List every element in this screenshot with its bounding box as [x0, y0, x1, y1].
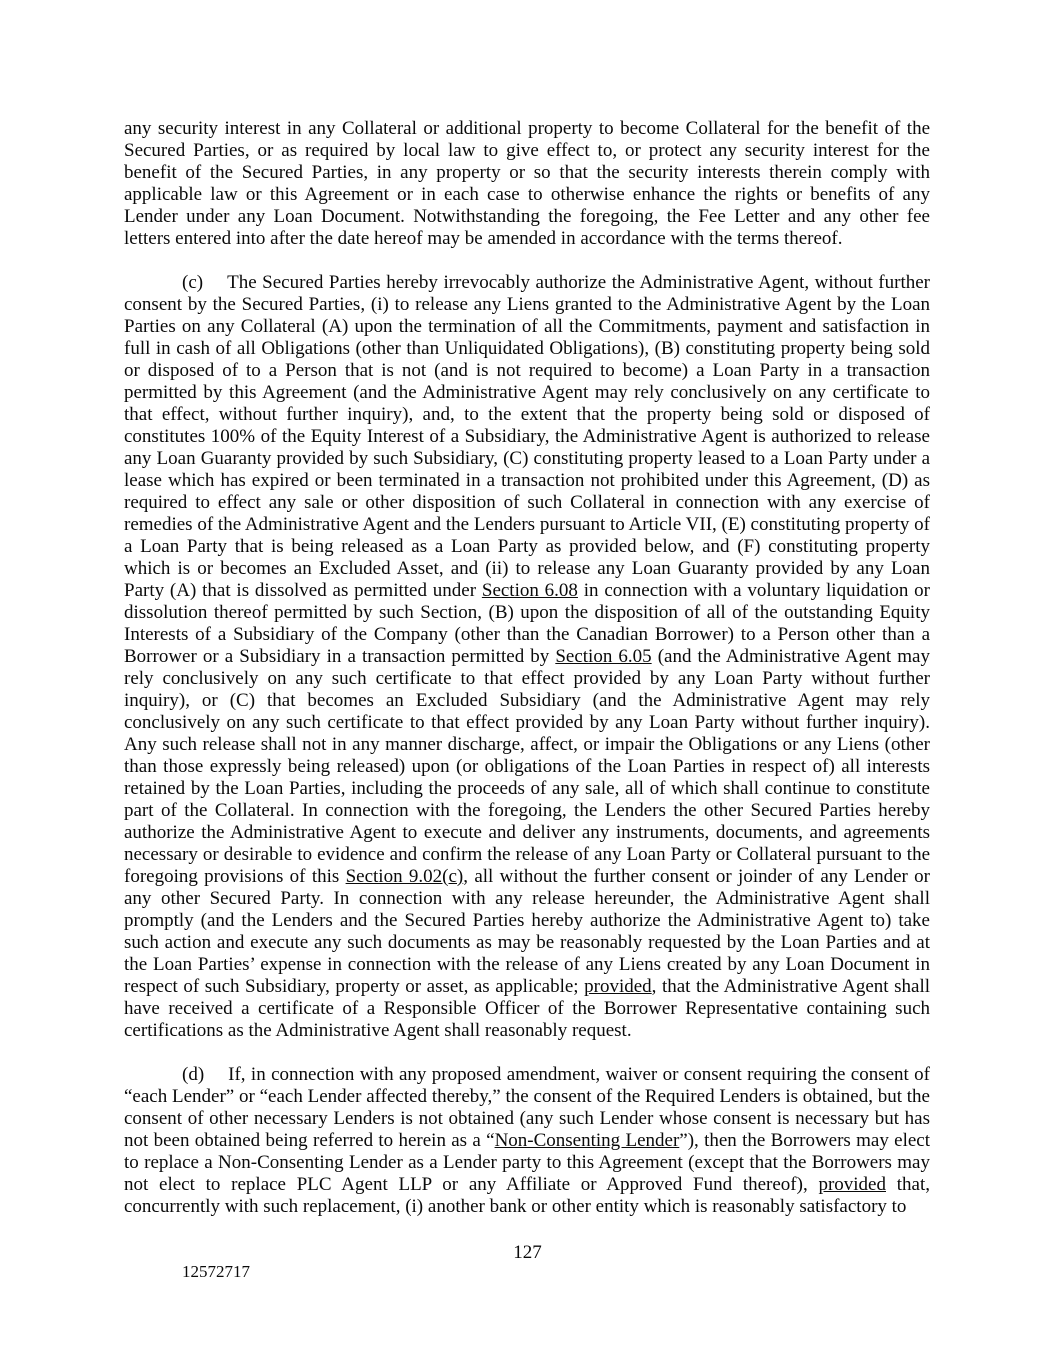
underlined-term: provided [584, 976, 652, 997]
text-run: (and the Administrative Agent may rely conclusively on any such certificate to that effect provided by any Loan Party without further inquiry), or (C) that becomes an Excluded Subsidiary (and the Administrative Agent may rely conclusively on any such certificate to that effect provided by any Loan Party without further inquiry). Any such release shall not in any manner discharge, affect, or impair the Obligations or any Liens (other than those expressly being released) upon (or obligations of the Loan Parties in respect of) all interests retained by the Loan Parties, including the proceeds of any sale, all of which shall continue to constitute part of the Collateral. In connection with the foregoing, the Lenders the other Secured Parties hereby authorize the Administrative Agent to execute and deliver any instruments, documents, and agreements necessary or desirable to evidence and confirm the release of any Loan Party or Collateral pursuant to the foregoing provisions of this [124, 646, 930, 887]
text-run: any security interest in any Collateral or additional property to become Collateral for the benefit of the Secured Parties, or as required by local law to give effect to, or protect any security interest for the benefit of the Secured Parties, in any property or so that the security interests therein comply with applicable law or this Agreement or in each case to otherwise enhance the rights or benefits of any Lender under any Loan Document. Notwithstanding the foregoing, the Fee Letter and any other fee letters entered into after the date hereof may be amended in accordance with the terms thereof. [124, 118, 930, 249]
paragraph-continuation [124, 118, 930, 250]
text-run: The Secured Parties hereby irrevocably authorize the Administrative Agent, without further consent by the Secured Parties, (i) to release any Liens granted to the Administrative Agent by the Loan Parties on any Collateral (A) upon the termination of all the Commitments, payment and satisfaction in full in cash of all Obligations (other than Unliquidated Obligations), (B) constituting property being sold or disposed of to a Person that is not (and is not required to become) a Loan Party in a transaction permitted by this Agreement (and the Administrative Agent may rely conclusively on any certificate to that effect, without further inquiry), and, to the extent that the property being sold or disposed of constitutes 100% of the Equity Interest of a Subsidiary, the Administrative Agent is authorized to release any Loan Guaranty provided by such Subsidiary, (C) constituting property leased to a Loan Party under a lease which has expired or been terminated in a transaction not prohibited under this Agreement, (D) as required to effect any sale or other disposition of such Collateral in connection with any exercise of remedies of the Administrative Agent and the Lenders pursuant to Article VII, (E) constituting property of a Loan Party that is being released as a Loan Party as provided below, and (F) constituting property which is or becomes an Excluded Asset, and (ii) to release any Loan Guaranty provided by any Loan Party (A) that is dissolved as permitted under [124, 272, 930, 601]
text-run: ”), then the Borrowers may elect to replace a Non-Consenting Lender as a Lender party to this Agreement (except that the Borrowers may not elect to replace PLC Agent LLP or any Affiliate or Approved Fund thereof), [124, 1130, 930, 1195]
underlined-term: Non-Consenting Lender [494, 1130, 680, 1151]
underlined-term: Section 9.02(c) [345, 866, 464, 887]
paragraph-label: (d) [182, 1064, 205, 1085]
text-run: , all without the further consent or joinder of any Lender or any other Secured Party. In connection with any release hereunder, the Administrative Agent shall promptly (and the Lenders and the Secured Parties hereby authorize the Administrative Agent to) take such action and execute any such documents as may be reasonably requested by the Loan Parties and at the Loan Parties’ expense in connection with the release of any Liens created by any Loan Document in respect of such Subsidiary, property or asset, as applicable; [124, 866, 931, 997]
document-body [124, 118, 930, 1240]
text-run: , that the Administrative Agent shall have received a certificate of a Responsible Officer of the Borrower Representative containing such certifications as the Administrative Agent shall reasonably request. [124, 976, 931, 1041]
paragraph-d [124, 1064, 930, 1218]
paragraph-c [124, 272, 930, 1042]
underlined-term: provided [818, 1174, 886, 1195]
underlined-term: Section 6.05 [555, 646, 652, 667]
underlined-term: Section 6.08 [481, 580, 578, 601]
page-number: 127 [513, 1242, 542, 1263]
paragraph-label: (c) [182, 272, 204, 293]
text-run: If, in connection with any proposed amendment, waiver or consent requiring the consent of “each Lender” or “each Lender affected thereby,” the consent of the Required Lenders is obtained, but the consent of other necessary Lenders is not obtained (any such Lender whose consent is necessary but has not been obtained being referred to herein as a “ [124, 1064, 930, 1151]
document-id-stamp: 12572717 [182, 1262, 250, 1281]
text-run: that, concurrently with such replacement, (i) another bank or other entity which is reasonably satisfactory to [124, 1174, 930, 1217]
text-run: in connection with a voluntary liquidation or dissolution thereof permitted by such Section, (B) upon the disposition of all of the outstanding Equity Interests of a Subsidiary of the Company (other than the Canadian Borrower) to a Person other than a Borrower or a Subsidiary in a transaction permitted by [124, 580, 930, 667]
